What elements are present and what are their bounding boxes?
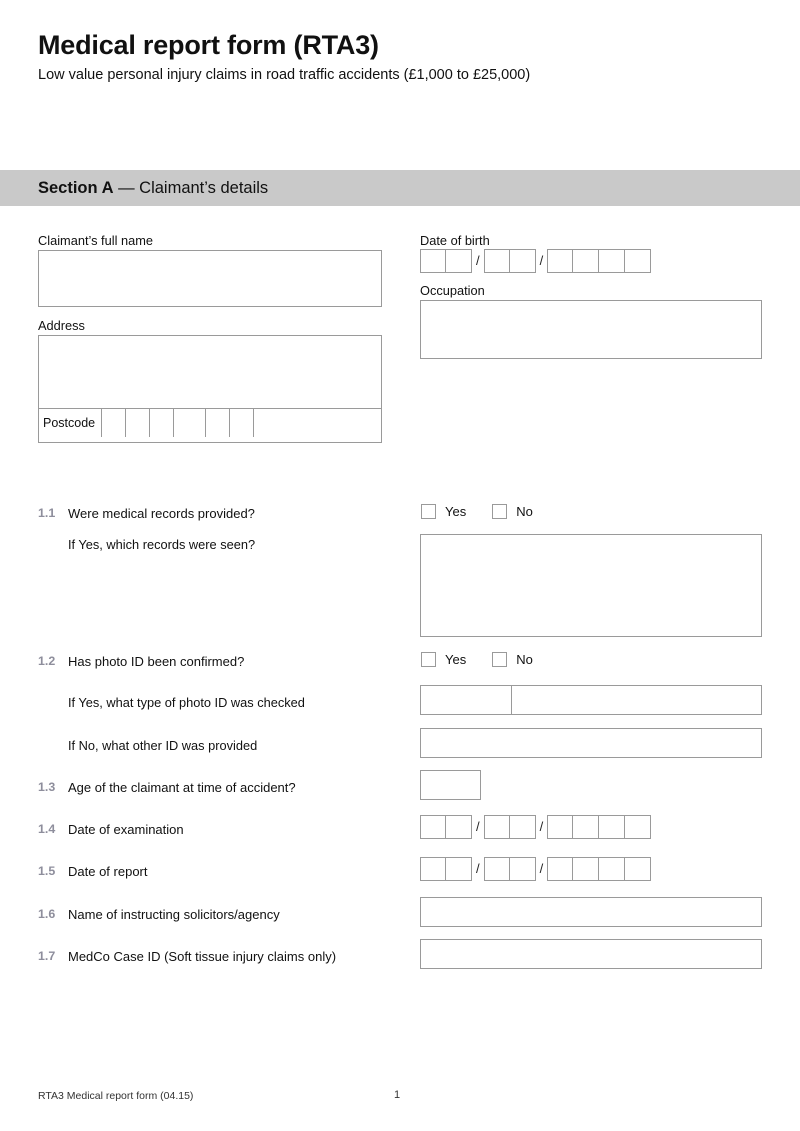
section-a-label: Section A bbox=[38, 178, 114, 197]
report-day-cell[interactable] bbox=[420, 857, 446, 881]
dob-year-cell[interactable] bbox=[599, 249, 625, 273]
report-year-cell[interactable] bbox=[625, 857, 651, 881]
q1-6-solicitors-input[interactable] bbox=[420, 897, 762, 927]
exam-month-cell[interactable] bbox=[484, 815, 510, 839]
q1-2-no-checkbox[interactable] bbox=[492, 652, 507, 667]
postcode-gap bbox=[197, 409, 205, 437]
q1-1-yes-label: Yes bbox=[445, 504, 467, 519]
postcode-label: Postcode bbox=[43, 415, 96, 430]
q1-2-photo-id-type-right[interactable] bbox=[512, 686, 761, 714]
date-separator: / bbox=[539, 819, 544, 834]
postcode-cell[interactable] bbox=[125, 409, 149, 437]
question-sub-1-2-no: If No, what other ID was provided bbox=[68, 738, 258, 753]
claimant-name-input[interactable] bbox=[38, 250, 382, 307]
q1-2-no-label: No bbox=[516, 652, 533, 667]
date-separator: / bbox=[476, 253, 480, 268]
date-separator: / bbox=[476, 819, 480, 834]
q1-2-other-id-input[interactable] bbox=[420, 728, 762, 758]
q1-3-age-input[interactable] bbox=[420, 770, 481, 800]
dob-day-cell[interactable] bbox=[446, 249, 472, 273]
postcode-row[interactable] bbox=[38, 408, 382, 436]
date-of-birth-input[interactable] bbox=[420, 249, 651, 273]
question-text-1-6: Name of instructing solicitors/agency bbox=[68, 907, 280, 922]
postcode-cell[interactable] bbox=[149, 409, 173, 437]
dob-year-cell[interactable] bbox=[547, 249, 573, 273]
section-a-header-text bbox=[0, 179, 268, 198]
q1-2-yes-label: Yes bbox=[445, 652, 467, 667]
question-text-1-1: Were medical records provided? bbox=[68, 506, 255, 521]
footer-page-number: 1 bbox=[394, 1089, 401, 1101]
page-subtitle: Low value personal injury claims in road traffic accidents (£1,000 to £25,000) bbox=[38, 67, 531, 83]
question-text-1-7: MedCo Case ID (Soft tissue injury claims only) bbox=[68, 949, 337, 964]
dob-month-cell[interactable] bbox=[484, 249, 510, 273]
date-separator: / bbox=[476, 861, 480, 876]
dob-year-cell[interactable] bbox=[625, 249, 651, 273]
occupation-label: Occupation bbox=[420, 283, 485, 298]
section-a-dash: — bbox=[113, 178, 140, 197]
q1-1-yes-checkbox[interactable] bbox=[421, 504, 436, 519]
section-a-header bbox=[0, 170, 800, 206]
question-text-1-3: Age of the claimant at time of accident? bbox=[68, 780, 296, 795]
section-a-name: Claimant’s details bbox=[139, 178, 269, 197]
postcode-cell[interactable] bbox=[101, 409, 125, 437]
report-year-cell[interactable] bbox=[599, 857, 625, 881]
footer-reference: RTA3 Medical report form (04.15) bbox=[38, 1090, 194, 1102]
q1-1-records-input[interactable] bbox=[420, 534, 762, 637]
dob-year-cell[interactable] bbox=[573, 249, 599, 273]
q1-5-date-input[interactable] bbox=[420, 857, 651, 881]
q1-1-yesno-group[interactable] bbox=[421, 504, 559, 519]
date-of-birth-label: Date of birth bbox=[420, 233, 490, 248]
q1-2-photo-id-type-input[interactable] bbox=[420, 685, 762, 715]
report-month-cell[interactable] bbox=[484, 857, 510, 881]
exam-year-cell[interactable] bbox=[573, 815, 599, 839]
q1-2-yesno-group[interactable] bbox=[421, 652, 559, 667]
exam-month-cell[interactable] bbox=[510, 815, 536, 839]
question-text-1-2: Has photo ID been confirmed? bbox=[68, 654, 245, 669]
report-month-cell[interactable] bbox=[510, 857, 536, 881]
postcode-cell[interactable] bbox=[229, 409, 253, 437]
dob-month-cell[interactable] bbox=[510, 249, 536, 273]
address-label: Address bbox=[38, 318, 85, 333]
dob-day-cell[interactable] bbox=[420, 249, 446, 273]
q1-1-no-label: No bbox=[516, 504, 533, 519]
q1-2-yes-checkbox[interactable] bbox=[421, 652, 436, 667]
question-number-1-3: 1.3 bbox=[38, 780, 56, 794]
question-sub-1-1: If Yes, which records were seen? bbox=[68, 537, 256, 552]
exam-day-cell[interactable] bbox=[446, 815, 472, 839]
question-number-1-4: 1.4 bbox=[38, 822, 56, 836]
report-year-cell[interactable] bbox=[573, 857, 599, 881]
exam-year-cell[interactable] bbox=[547, 815, 573, 839]
q1-4-date-input[interactable] bbox=[420, 815, 651, 839]
exam-day-cell[interactable] bbox=[420, 815, 446, 839]
q1-2-photo-id-type-left[interactable] bbox=[421, 686, 512, 714]
date-separator: / bbox=[539, 253, 544, 268]
occupation-input[interactable] bbox=[420, 300, 762, 359]
document-header bbox=[38, 30, 758, 83]
q1-1-no-checkbox[interactable] bbox=[492, 504, 507, 519]
claimant-name-label: Claimant’s full name bbox=[38, 233, 153, 248]
exam-year-cell[interactable] bbox=[599, 815, 625, 839]
q1-7-medco-input[interactable] bbox=[420, 939, 762, 969]
postcode-cell[interactable] bbox=[205, 409, 229, 437]
question-text-1-5: Date of report bbox=[68, 864, 148, 879]
report-day-cell[interactable] bbox=[446, 857, 472, 881]
question-number-1-2: 1.2 bbox=[38, 654, 56, 668]
postcode-cell[interactable] bbox=[173, 409, 197, 437]
postcode-cells[interactable] bbox=[101, 409, 277, 437]
report-year-cell[interactable] bbox=[547, 857, 573, 881]
question-number-1-7: 1.7 bbox=[38, 949, 56, 963]
date-separator: / bbox=[539, 861, 544, 876]
page-title: Medical report form (RTA3) bbox=[38, 30, 379, 60]
question-number-1-1: 1.1 bbox=[38, 506, 56, 520]
postcode-cell[interactable] bbox=[253, 409, 277, 437]
exam-year-cell[interactable] bbox=[625, 815, 651, 839]
question-number-1-5: 1.5 bbox=[38, 864, 56, 878]
question-text-1-4: Date of examination bbox=[68, 822, 184, 837]
question-sub-1-2-yes: If Yes, what type of photo ID was checked bbox=[68, 695, 305, 710]
question-number-1-6: 1.6 bbox=[38, 907, 56, 921]
